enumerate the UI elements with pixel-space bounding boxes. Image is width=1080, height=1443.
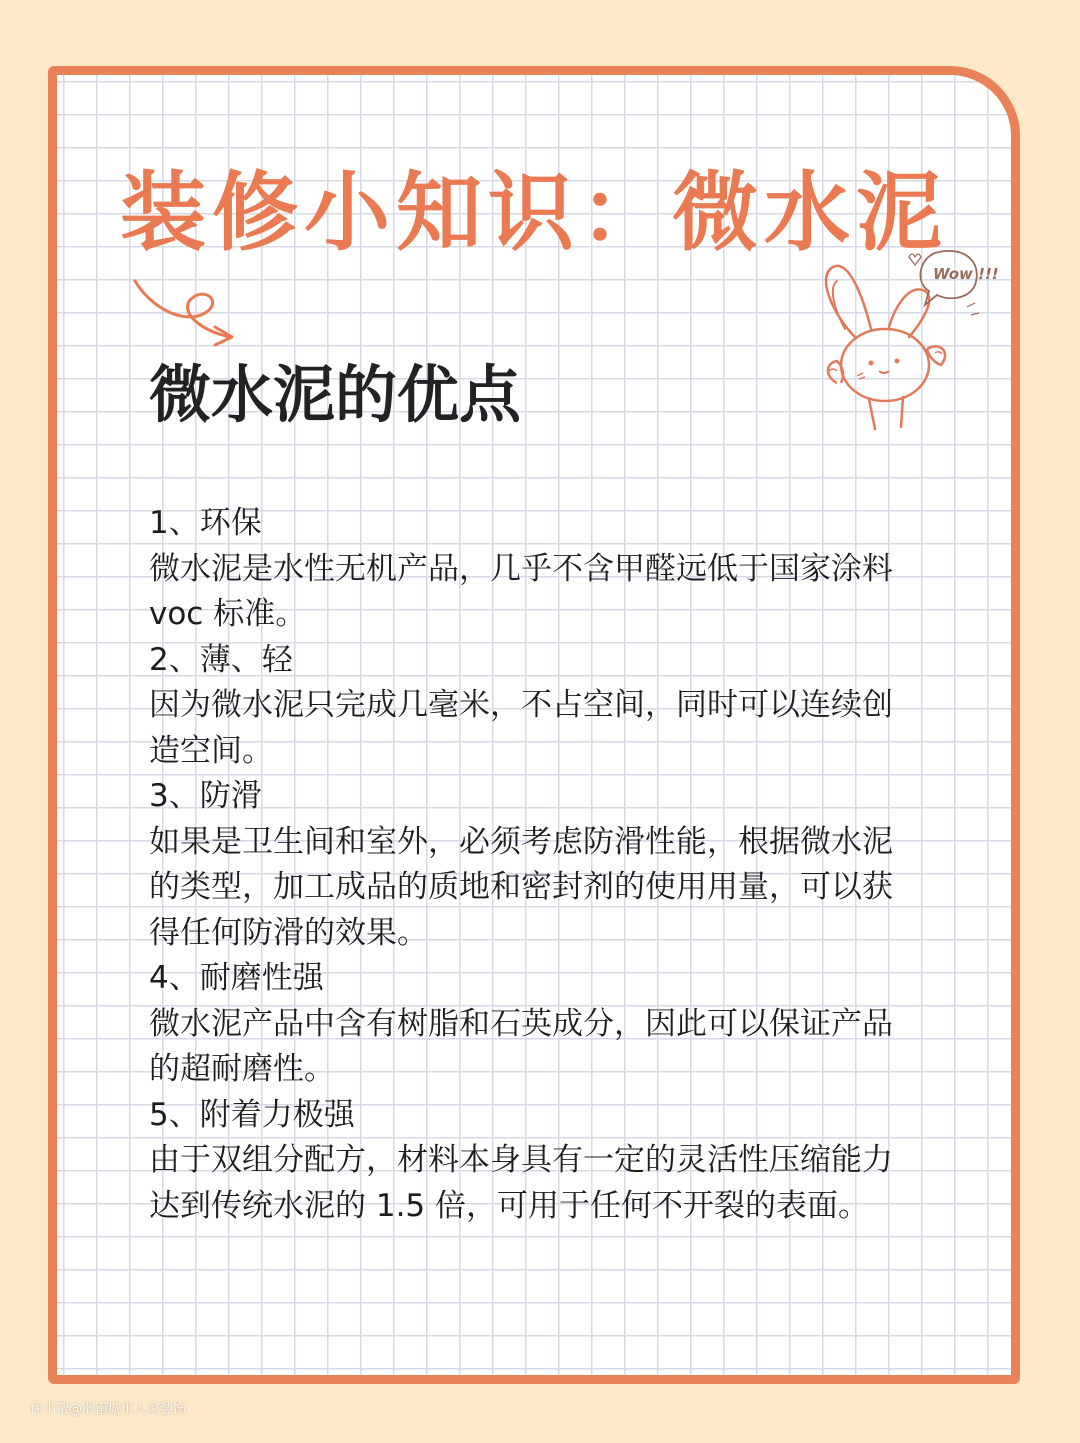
section-heading: 微水泥的优点 — [149, 358, 522, 431]
content-line: 的超耐磨性。 — [149, 1051, 335, 1087]
content-line: 1、环保 — [149, 505, 262, 541]
content-line: 微水泥产品中含有树脂和石英成分，因此可以保证产品 — [149, 1005, 893, 1042]
content-line: 如果是卫生间和室外，必须考虑防滑性能，根据微水泥 — [149, 823, 893, 860]
content-line: 由于双组分配方，材料本身具有一定的灵活性压缩能力 — [149, 1142, 893, 1178]
content-line: 2、薄、轻 — [149, 641, 293, 678]
content-line: 因为微水泥只完成几毫米，不占空间，同时可以连续创 — [149, 687, 893, 723]
bubble-text: Wow !!! — [933, 265, 999, 283]
curved-arrow-icon — [129, 275, 239, 355]
content-line: 4、耐磨性强 — [149, 960, 324, 996]
page-title: 装修小知识：微水泥 — [120, 163, 948, 263]
content-line: 达到传统水泥的 1.5 倍，可用于任何不开裂的表面。 — [149, 1187, 870, 1224]
content-line: 5、附着力极强 — [149, 1096, 355, 1133]
content-line: 造空间。 — [149, 732, 273, 769]
note-card — [48, 66, 1020, 1384]
content-body — [149, 501, 949, 1229]
content-line: 得任何防滑的效果。 — [149, 914, 428, 951]
content-line: 微水泥是水性无机产品，几乎不含甲醛远低于国家涂料 — [149, 550, 893, 587]
watermark: 住小帮@渭南城市人家装饰 — [30, 1402, 187, 1417]
content-line: 3、防滑 — [149, 778, 262, 814]
content-line: 的类型，加工成品的质地和密封剂的使用用量，可以获 — [149, 869, 893, 905]
content-line: voc 标准。 — [149, 596, 307, 632]
bunny-doodle-icon — [785, 237, 999, 437]
